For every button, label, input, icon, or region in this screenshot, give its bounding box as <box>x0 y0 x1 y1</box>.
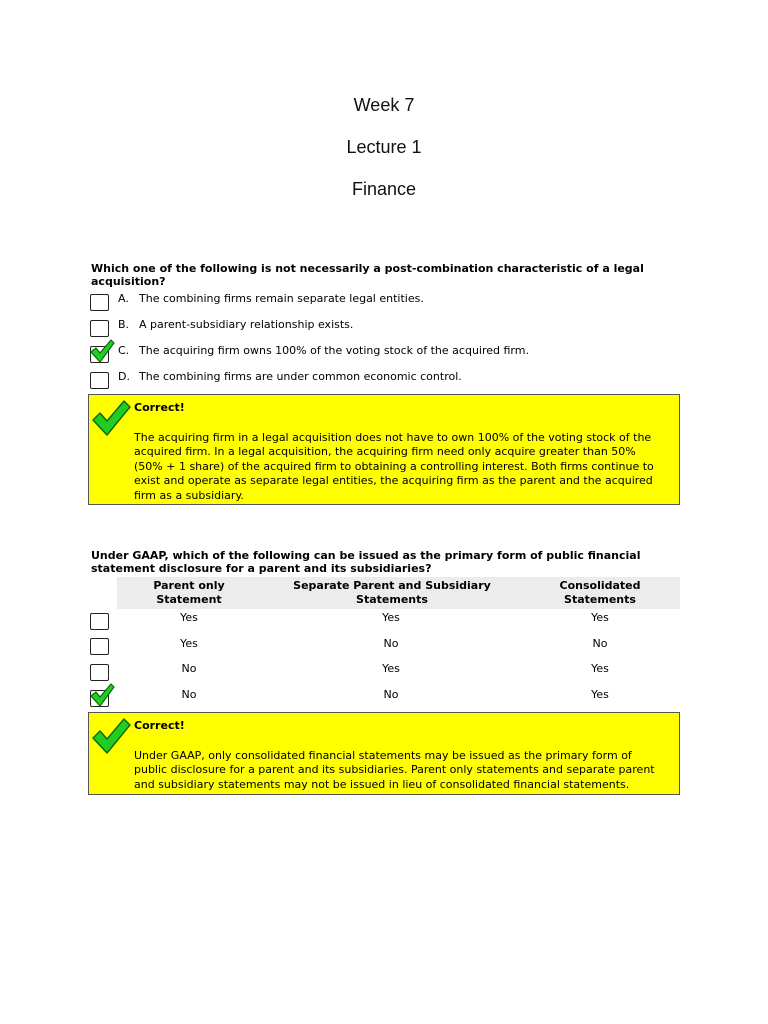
feedback-2-line: Under GAAP, only consolidated financial statements may be issued as the primary form of <box>134 749 632 762</box>
option-c-checkbox[interactable] <box>90 346 109 363</box>
question-2-prompt-line: Under GAAP, which of the following can be issued as the primary form of public financial <box>91 549 641 562</box>
table-cell: Yes <box>591 611 609 624</box>
table-cell: No <box>383 637 399 650</box>
question-2-feedback <box>88 712 680 795</box>
feedback-1-line: firm as a subsidiary. <box>134 488 244 502</box>
option-d-letter: D. <box>118 370 130 383</box>
column-header-line: Statements <box>356 593 428 606</box>
column-header-consolidated <box>536 579 664 607</box>
feedback-2-line: and subsidiary statements may not be issued in lieu of consolidated financial statements. <box>134 777 630 791</box>
feedback-2-body <box>134 749 679 792</box>
feedback-1-line: acquired firm. In a legal acquisition, the acquiring firm need only acquire greater than 50% <box>134 445 636 459</box>
feedback-1-line: exist and operate as separate legal entities, the acquiring firm as the parent and the acquired <box>134 474 653 488</box>
feedback-1-body <box>134 431 679 503</box>
week-heading: Week 7 <box>353 95 415 115</box>
row-2-checkbox[interactable] <box>90 638 109 655</box>
question-1-feedback <box>88 394 680 505</box>
row-3-checkbox[interactable] <box>90 664 109 681</box>
column-header-line: Statement <box>156 593 222 606</box>
question-1-option-d[interactable] <box>90 369 710 391</box>
option-a-text: The combining firms remain separate legal entities. <box>139 292 424 305</box>
checkmark-icon <box>89 338 115 364</box>
option-c-text: The acquiring firm owns 100% of the voting stock of the acquired firm. <box>139 344 529 357</box>
table-cell: Yes <box>180 637 198 650</box>
option-c-letter: C. <box>118 344 130 357</box>
table-cell: Yes <box>382 611 400 624</box>
lecture-heading: Lecture 1 <box>346 137 422 157</box>
column-header-line: Consolidated <box>559 579 641 592</box>
table-cell: No <box>383 688 399 701</box>
option-a-letter: A. <box>118 292 129 305</box>
large-checkmark-icon <box>91 398 131 438</box>
column-header-parent-only <box>129 579 249 607</box>
option-d-text: The combining firms are under common economic control. <box>139 370 462 383</box>
table-cell: No <box>592 637 608 650</box>
feedback-2-line: public disclosure for a parent and its subsidiaries. Parent only statements and separate parent <box>134 763 655 777</box>
subject-heading: Finance <box>351 179 417 199</box>
table-cell: No <box>181 688 197 701</box>
column-header-separate <box>282 579 502 607</box>
feedback-2-title: Correct! <box>134 719 185 732</box>
table-cell: Yes <box>180 611 198 624</box>
row-1-checkbox[interactable] <box>90 613 109 630</box>
table-cell: Yes <box>591 662 609 675</box>
question-1-option-b[interactable] <box>90 317 710 339</box>
table-cell: Yes <box>382 662 400 675</box>
question-1-option-a[interactable] <box>90 291 710 313</box>
feedback-1-line: The acquiring firm in a legal acquisition does not have to own 100% of the voting stock of the <box>134 431 652 444</box>
table-cell: No <box>181 662 197 675</box>
table-cell: Yes <box>591 688 609 701</box>
checkmark-icon <box>89 682 115 708</box>
option-b-checkbox[interactable] <box>90 320 109 337</box>
large-checkmark-icon <box>91 716 131 756</box>
row-4-checkbox[interactable] <box>90 690 109 707</box>
column-header-line: Separate Parent and Subsidiary <box>293 579 491 592</box>
option-b-letter: B. <box>118 318 130 331</box>
column-header-line: Parent only <box>153 579 225 592</box>
question-2-prompt-line: statement disclosure for a parent and its subsidiaries? <box>91 562 432 575</box>
option-b-text: A parent-subsidiary relationship exists. <box>139 318 354 331</box>
question-2-prompt <box>91 549 691 575</box>
option-d-checkbox[interactable] <box>90 372 109 389</box>
question-1-prompt: Which one of the following is not necessarily a post-combination characteristic of a legal acquisition? <box>91 262 644 288</box>
question-1-option-c[interactable] <box>90 343 710 365</box>
feedback-1-line: (50% + 1 share) of the acquired firm to obtaining a controlling interest. Both firms continue to <box>134 459 654 473</box>
feedback-1-title: Correct! <box>134 401 185 414</box>
column-header-line: Statements <box>564 593 636 606</box>
option-a-checkbox[interactable] <box>90 294 109 311</box>
